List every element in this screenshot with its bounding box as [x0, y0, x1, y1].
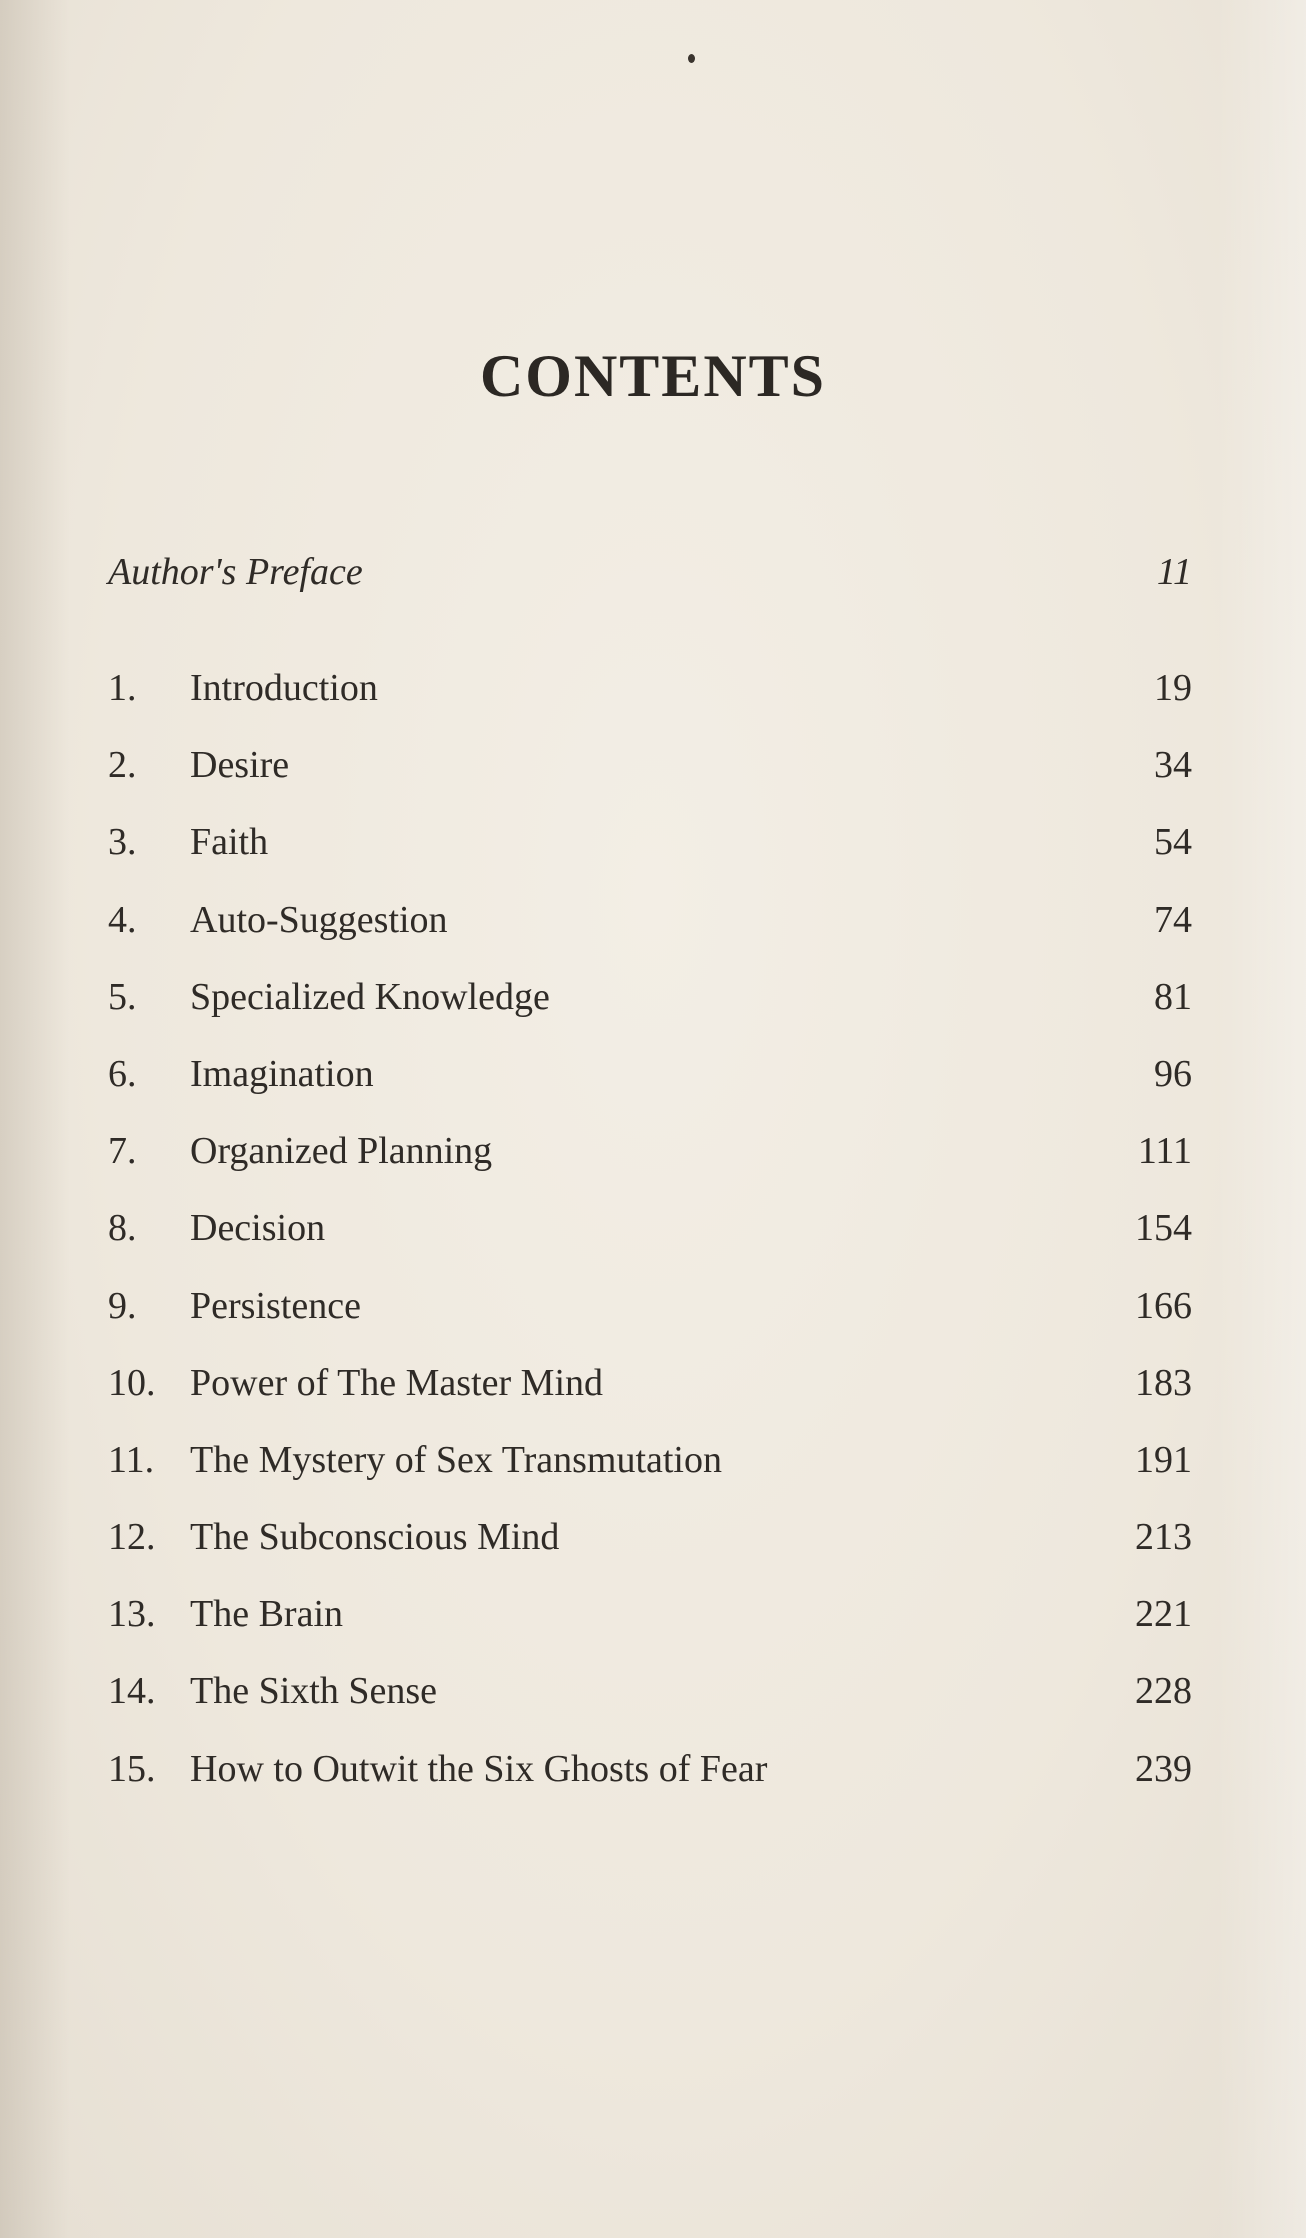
chapter-title: The Mystery of Sex Transmutation [190, 1438, 722, 1481]
chapter-page-number: 191 [1135, 1438, 1192, 1481]
toc-row [108, 1276, 1192, 1353]
chapter-number: 1. [108, 667, 137, 709]
chapter-page-number: 96 [1154, 1052, 1192, 1095]
chapter-number: 2. [108, 744, 137, 787]
toc-row [108, 735, 1192, 812]
chapter-title: The Brain [190, 1593, 344, 1636]
chapter-page-number: 166 [1135, 1284, 1192, 1327]
toc-row [108, 1044, 1192, 1121]
chapter-page-number: 213 [1135, 1516, 1192, 1559]
chapter-page-number: 74 [1154, 898, 1192, 941]
toc-row [108, 1739, 1192, 1816]
chapter-page-number: 111 [1137, 1130, 1192, 1173]
chapter-number: 15. [108, 1747, 156, 1790]
chapter-title: Power of The Master Mind [190, 1361, 604, 1404]
page-edge-highlight [1216, 0, 1306, 2238]
chapter-title: Introduction [190, 667, 378, 709]
toc-row [108, 1507, 1192, 1584]
chapter-title: Decision [190, 1207, 326, 1250]
chapter-page-number: 154 [1135, 1207, 1192, 1250]
chapter-number: 12. [108, 1516, 156, 1559]
toc-row [108, 1661, 1192, 1738]
toc-row [108, 967, 1192, 1044]
chapter-title: Specialized Knowledge [190, 975, 550, 1018]
chapter-number: 13. [108, 1593, 156, 1636]
chapter-title: Imagination [190, 1052, 374, 1095]
chapter-page-number: 34 [1154, 744, 1192, 787]
chapter-title: Organized Planning [190, 1130, 493, 1173]
preface-page-number: 11 [1156, 551, 1192, 593]
page-title: CONTENTS [479, 343, 827, 409]
chapter-title: Faith [190, 821, 269, 864]
toc-row [108, 890, 1192, 967]
chapter-page-number: 54 [1154, 821, 1192, 864]
chapter-number: 5. [108, 975, 137, 1018]
chapter-number: 3. [108, 821, 137, 864]
chapter-number: 10. [108, 1361, 156, 1404]
chapter-page-number: 228 [1135, 1670, 1192, 1713]
chapter-page-number: 221 [1135, 1593, 1192, 1636]
chapter-number: 8. [108, 1207, 137, 1250]
toc-row [108, 812, 1192, 889]
chapter-number: 4. [108, 898, 137, 941]
chapter-number: 11. [108, 1438, 155, 1481]
preface-label: Author's Preface [108, 551, 363, 593]
gutter-shadow [0, 0, 70, 2238]
chapter-title: Desire [190, 744, 290, 787]
chapter-page-number: 183 [1135, 1361, 1192, 1404]
chapter-page-number: 81 [1154, 975, 1192, 1018]
toc-row [108, 1121, 1192, 1198]
chapter-number: 14. [108, 1670, 156, 1713]
chapter-title: The Sixth Sense [190, 1670, 437, 1713]
toc-preface-row [108, 550, 1192, 600]
toc-row [108, 658, 1192, 735]
chapter-title: The Subconscious Mind [190, 1516, 560, 1559]
chapter-number: 7. [108, 1130, 137, 1173]
chapter-title: How to Outwit the Six Ghosts of Fear [190, 1747, 768, 1790]
chapter-title: Persistence [190, 1284, 361, 1327]
toc-list [108, 658, 1192, 1816]
chapter-page-number: 19 [1154, 667, 1192, 709]
toc-row [108, 1353, 1192, 1430]
toc-row [108, 1584, 1192, 1661]
chapter-number: 9. [108, 1284, 137, 1327]
toc-row [108, 1198, 1192, 1275]
chapter-page-number: 239 [1135, 1747, 1192, 1790]
toc-row [108, 1430, 1192, 1507]
chapter-title: Auto-Suggestion [190, 898, 448, 941]
chapter-number: 6. [108, 1052, 137, 1095]
ink-dot [688, 54, 695, 63]
